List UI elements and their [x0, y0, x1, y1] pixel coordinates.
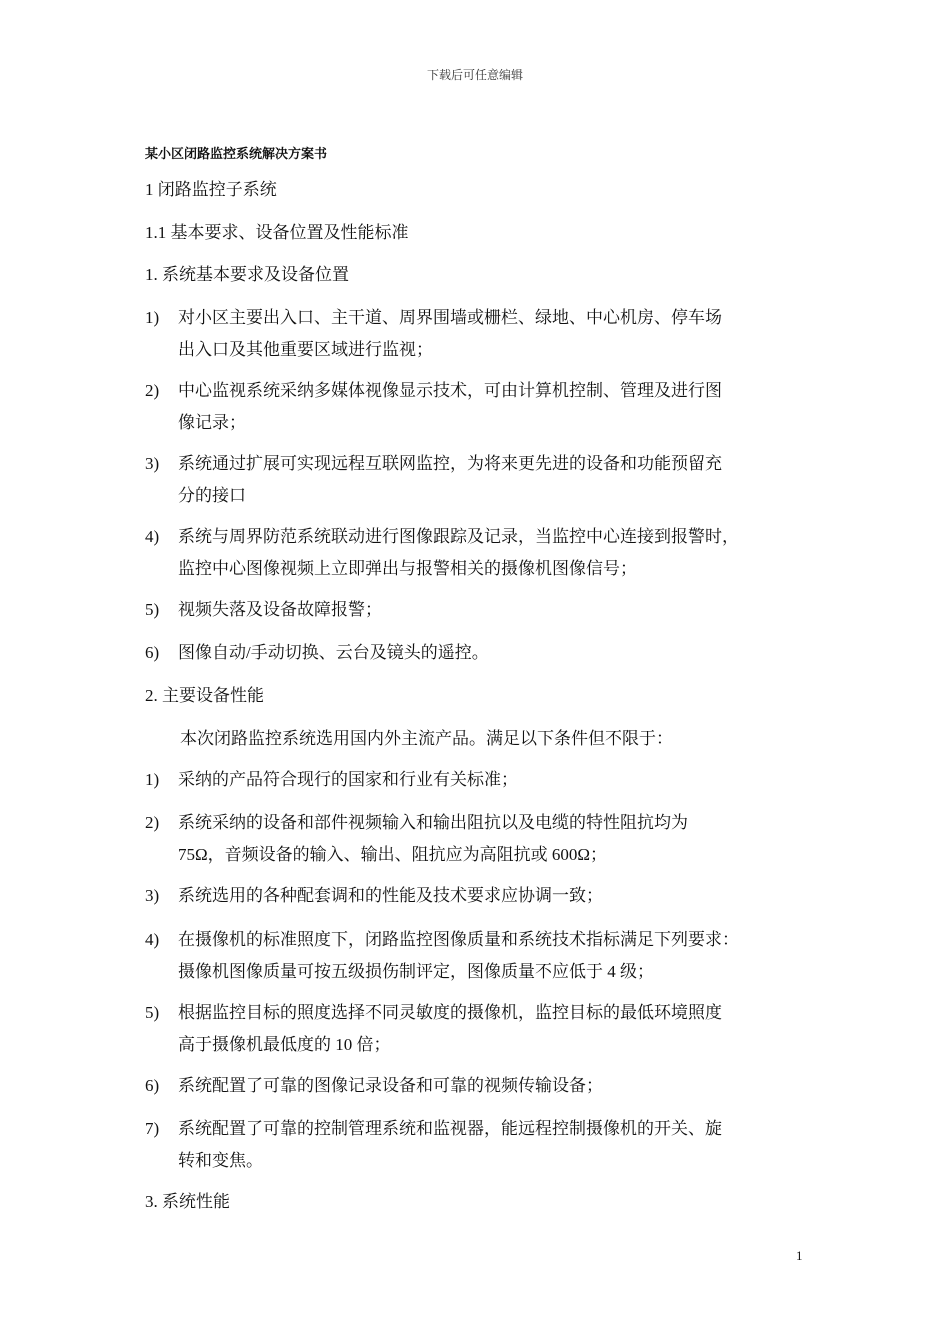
list-item-number: 2)	[145, 813, 160, 832]
list-item-text: 75Ω，音频设备的输入、输出、阻抗应为高阻抗或 600Ω；	[178, 845, 608, 864]
list-item-number: 4)	[145, 930, 160, 949]
list-item-text: 系统配置了可靠的控制管理系统和监视器，能远程控制摄像机的开关、旋	[178, 1119, 722, 1138]
list-item-text: 在摄像机的标准照度下，闭路监控图像质量和系统技术指标满足下列要求：	[178, 930, 739, 949]
list-item	[145, 764, 835, 796]
list-item	[145, 1070, 835, 1102]
list-item-text: 系统与周界防范系统联动进行图像跟踪及记录，当监控中心连接到报警时，	[178, 527, 739, 546]
list-item-text: 出入口及其他重要区域进行监视；	[178, 340, 433, 359]
list-item-number: 1)	[145, 770, 160, 789]
list-item-text: 转和变焦。	[178, 1151, 263, 1170]
list-item-text: 像记录；	[178, 413, 246, 432]
list-item-text: 对小区主要出入口、主干道、周界围墙或栅栏、绿地、中心机房、停车场	[178, 308, 722, 327]
list-item-text: 系统采纳的设备和部件视频输入和输出阻抗以及电缆的特性阻抗均为	[178, 813, 688, 832]
list-item-number: 2)	[145, 381, 160, 400]
list-item-text: 摄像机图像质量可按五级损伤制评定，图像质量不应低于 4 级；	[178, 962, 654, 981]
list-item-text: 图像自动/手动切换、云台及镜头的遥控。	[178, 643, 489, 662]
list-item	[145, 1113, 835, 1177]
list-item-text: 系统配置了可靠的图像记录设备和可靠的视频传输设备；	[178, 1076, 603, 1095]
document-title: 某小区闭路监控系统解决方案书	[145, 146, 328, 161]
list-item-number: 6)	[145, 643, 160, 662]
subsection-heading-3: 3. 系统性能	[145, 1192, 230, 1211]
list-item-number: 5)	[145, 1003, 160, 1022]
page-number: 1	[796, 1248, 803, 1263]
subsection-heading-1: 1. 系统基本要求及设备位置	[145, 265, 349, 284]
list-item-text: 根据监控目标的照度选择不同灵敏度的摄像机，监控目标的最低环境照度	[178, 1003, 722, 1022]
list-item-text: 分的接口	[178, 486, 246, 505]
list-item-number: 1)	[145, 308, 160, 327]
list-item	[145, 637, 835, 669]
list-item-text: 系统通过扩展可实现远程互联网监控，为将来更先进的设备和功能预留充	[178, 454, 722, 473]
list-item-text: 采纳的产品符合现行的国家和行业有关标准；	[178, 770, 518, 789]
intro-paragraph: 本次闭路监控系统选用国内外主流产品。满足以下条件但不限于：	[180, 729, 673, 748]
list-item-number: 6)	[145, 1076, 160, 1095]
list-item-number: 5)	[145, 600, 160, 619]
list-item	[145, 521, 835, 585]
list-item-number: 3)	[145, 886, 160, 905]
list-item-number: 3)	[145, 454, 160, 473]
list-item	[145, 375, 835, 439]
list-item	[145, 997, 835, 1061]
list-item	[145, 880, 835, 912]
list-item-number: 7)	[145, 1119, 160, 1138]
list-item-text: 视频失落及设备故障报警；	[178, 600, 382, 619]
list-item-number: 4)	[145, 527, 160, 546]
list-item	[145, 807, 835, 871]
list-item	[145, 924, 835, 988]
list-item-text: 系统选用的各种配套调和的性能及技术要求应协调一致；	[178, 886, 603, 905]
subsection-heading-2: 2. 主要设备性能	[145, 686, 264, 705]
list-item-text: 高于摄像机最低度的 10 倍；	[178, 1035, 391, 1054]
list-item	[145, 448, 835, 512]
list-item-text: 监控中心图像视频上立即弹出与报警相关的摄像机图像信号；	[178, 559, 637, 578]
list-item	[145, 302, 835, 366]
list-item	[145, 594, 835, 626]
section-heading-1: 1 闭路监控子系统	[145, 180, 277, 199]
section-heading-1-1: 1.1 基本要求、设备位置及性能标准	[145, 223, 409, 242]
header-note: 下载后可任意编辑	[426, 68, 523, 82]
list-item-text: 中心监视系统采纳多媒体视像显示技术，可由计算机控制、管理及进行图	[178, 381, 722, 400]
